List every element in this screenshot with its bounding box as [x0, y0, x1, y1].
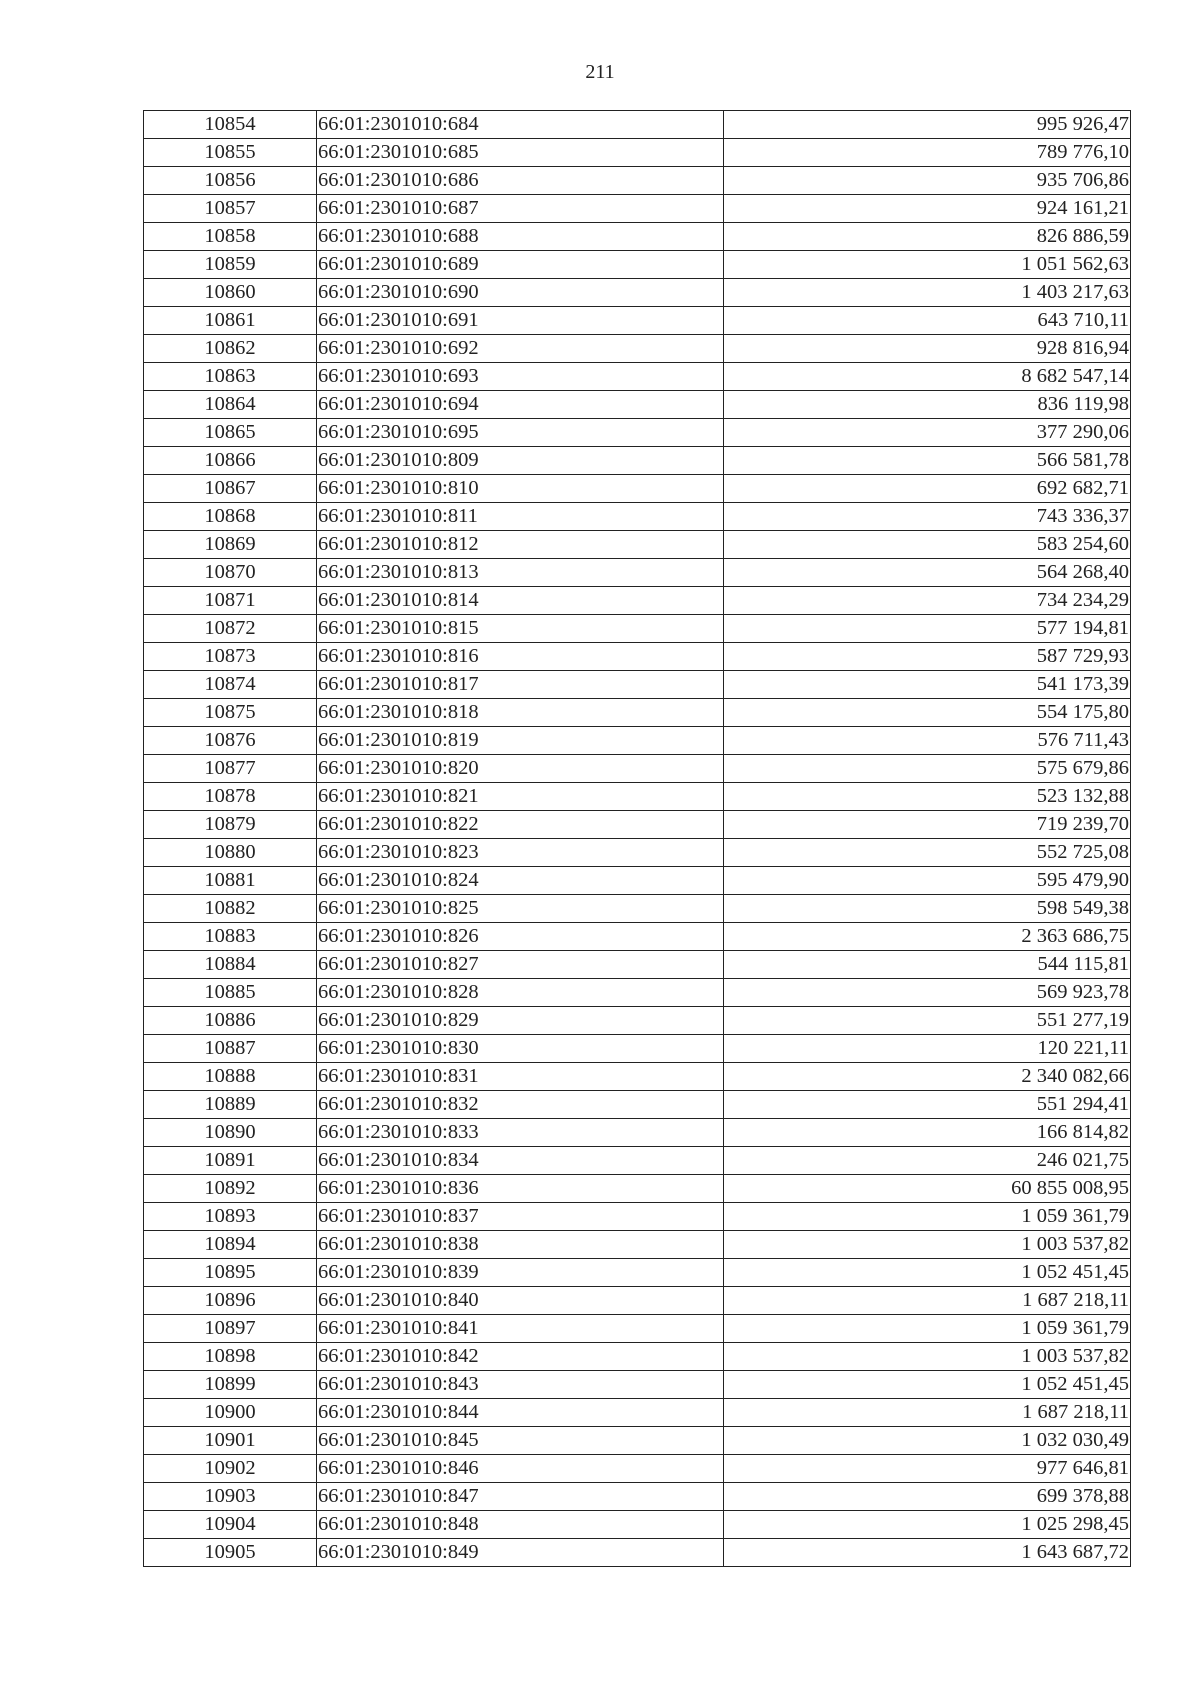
- row-number-cell: 10902: [144, 1455, 317, 1483]
- row-number-cell: 10883: [144, 923, 317, 951]
- table-row: [144, 447, 1131, 475]
- cadastral-number-cell: 66:01:2301010:833: [317, 1119, 724, 1147]
- value-cell: 541 173,39: [724, 671, 1131, 699]
- value-cell: 2 363 686,75: [724, 923, 1131, 951]
- registry-table-body: [144, 111, 1131, 1567]
- row-number-cell: 10887: [144, 1035, 317, 1063]
- table-row: [144, 895, 1131, 923]
- row-number-cell: 10899: [144, 1371, 317, 1399]
- cadastral-number-cell: 66:01:2301010:814: [317, 587, 724, 615]
- table-row: [144, 1427, 1131, 1455]
- row-number-cell: 10872: [144, 615, 317, 643]
- cadastral-number-cell: 66:01:2301010:816: [317, 643, 724, 671]
- value-cell: 1 003 537,82: [724, 1343, 1131, 1371]
- row-number-cell: 10875: [144, 699, 317, 727]
- cadastral-number-cell: 66:01:2301010:834: [317, 1147, 724, 1175]
- cadastral-number-cell: 66:01:2301010:812: [317, 531, 724, 559]
- cadastral-number-cell: 66:01:2301010:839: [317, 1259, 724, 1287]
- value-cell: 1 643 687,72: [724, 1539, 1131, 1567]
- value-cell: 246 021,75: [724, 1147, 1131, 1175]
- value-cell: 166 814,82: [724, 1119, 1131, 1147]
- registry-table: [143, 110, 1131, 1567]
- value-cell: 1 059 361,79: [724, 1315, 1131, 1343]
- row-number-cell: 10869: [144, 531, 317, 559]
- table-row: [144, 1483, 1131, 1511]
- row-number-cell: 10878: [144, 783, 317, 811]
- cadastral-number-cell: 66:01:2301010:686: [317, 167, 724, 195]
- cadastral-number-cell: 66:01:2301010:689: [317, 251, 724, 279]
- cadastral-number-cell: 66:01:2301010:822: [317, 811, 724, 839]
- cadastral-number-cell: 66:01:2301010:811: [317, 503, 724, 531]
- table-row: [144, 1035, 1131, 1063]
- value-cell: 1 003 537,82: [724, 1231, 1131, 1259]
- value-cell: 699 378,88: [724, 1483, 1131, 1511]
- row-number-cell: 10877: [144, 755, 317, 783]
- row-number-cell: 10884: [144, 951, 317, 979]
- row-number-cell: 10900: [144, 1399, 317, 1427]
- value-cell: 734 234,29: [724, 587, 1131, 615]
- table-row: [144, 307, 1131, 335]
- value-cell: 575 679,86: [724, 755, 1131, 783]
- table-row: [144, 1231, 1131, 1259]
- row-number-cell: 10856: [144, 167, 317, 195]
- cadastral-number-cell: 66:01:2301010:844: [317, 1399, 724, 1427]
- cadastral-number-cell: 66:01:2301010:692: [317, 335, 724, 363]
- table-row: [144, 111, 1131, 139]
- cadastral-number-cell: 66:01:2301010:842: [317, 1343, 724, 1371]
- value-cell: 1 032 030,49: [724, 1427, 1131, 1455]
- value-cell: 566 581,78: [724, 447, 1131, 475]
- table-row: [144, 1007, 1131, 1035]
- table-row: [144, 1259, 1131, 1287]
- value-cell: 1 051 562,63: [724, 251, 1131, 279]
- value-cell: 554 175,80: [724, 699, 1131, 727]
- table-row: [144, 1203, 1131, 1231]
- cadastral-number-cell: 66:01:2301010:821: [317, 783, 724, 811]
- cadastral-number-cell: 66:01:2301010:688: [317, 223, 724, 251]
- table-row: [144, 1371, 1131, 1399]
- table-row: [144, 1399, 1131, 1427]
- table-row: [144, 251, 1131, 279]
- cadastral-number-cell: 66:01:2301010:684: [317, 111, 724, 139]
- table-row: [144, 979, 1131, 1007]
- table-row: [144, 1511, 1131, 1539]
- row-number-cell: 10895: [144, 1259, 317, 1287]
- cadastral-number-cell: 66:01:2301010:849: [317, 1539, 724, 1567]
- value-cell: 577 194,81: [724, 615, 1131, 643]
- row-number-cell: 10863: [144, 363, 317, 391]
- row-number-cell: 10880: [144, 839, 317, 867]
- value-cell: 551 294,41: [724, 1091, 1131, 1119]
- cadastral-number-cell: 66:01:2301010:813: [317, 559, 724, 587]
- value-cell: 935 706,86: [724, 167, 1131, 195]
- table-row: [144, 1539, 1131, 1567]
- value-cell: 977 646,81: [724, 1455, 1131, 1483]
- row-number-cell: 10901: [144, 1427, 317, 1455]
- table-row: [144, 643, 1131, 671]
- cadastral-number-cell: 66:01:2301010:826: [317, 923, 724, 951]
- table-row: [144, 195, 1131, 223]
- table-row: [144, 531, 1131, 559]
- cadastral-number-cell: 66:01:2301010:848: [317, 1511, 724, 1539]
- cadastral-number-cell: 66:01:2301010:815: [317, 615, 724, 643]
- value-cell: 1 403 217,63: [724, 279, 1131, 307]
- row-number-cell: 10896: [144, 1287, 317, 1315]
- value-cell: 743 336,37: [724, 503, 1131, 531]
- cadastral-number-cell: 66:01:2301010:687: [317, 195, 724, 223]
- table-row: [144, 727, 1131, 755]
- table-row: [144, 923, 1131, 951]
- value-cell: 8 682 547,14: [724, 363, 1131, 391]
- value-cell: 523 132,88: [724, 783, 1131, 811]
- row-number-cell: 10855: [144, 139, 317, 167]
- cadastral-number-cell: 66:01:2301010:685: [317, 139, 724, 167]
- value-cell: 789 776,10: [724, 139, 1131, 167]
- cadastral-number-cell: 66:01:2301010:838: [317, 1231, 724, 1259]
- cadastral-number-cell: 66:01:2301010:829: [317, 1007, 724, 1035]
- table-row: [144, 587, 1131, 615]
- value-cell: 995 926,47: [724, 111, 1131, 139]
- cadastral-number-cell: 66:01:2301010:837: [317, 1203, 724, 1231]
- row-number-cell: 10861: [144, 307, 317, 335]
- value-cell: 598 549,38: [724, 895, 1131, 923]
- table-row: [144, 811, 1131, 839]
- cadastral-number-cell: 66:01:2301010:831: [317, 1063, 724, 1091]
- table-row: [144, 419, 1131, 447]
- row-number-cell: 10860: [144, 279, 317, 307]
- row-number-cell: 10868: [144, 503, 317, 531]
- row-number-cell: 10888: [144, 1063, 317, 1091]
- value-cell: 377 290,06: [724, 419, 1131, 447]
- value-cell: 587 729,93: [724, 643, 1131, 671]
- table-row: [144, 1091, 1131, 1119]
- table-row: [144, 391, 1131, 419]
- row-number-cell: 10864: [144, 391, 317, 419]
- cadastral-number-cell: 66:01:2301010:847: [317, 1483, 724, 1511]
- cadastral-number-cell: 66:01:2301010:817: [317, 671, 724, 699]
- row-number-cell: 10882: [144, 895, 317, 923]
- cadastral-number-cell: 66:01:2301010:819: [317, 727, 724, 755]
- table-row: [144, 839, 1131, 867]
- cadastral-number-cell: 66:01:2301010:843: [317, 1371, 724, 1399]
- cadastral-number-cell: 66:01:2301010:810: [317, 475, 724, 503]
- row-number-cell: 10859: [144, 251, 317, 279]
- row-number-cell: 10894: [144, 1231, 317, 1259]
- row-number-cell: 10876: [144, 727, 317, 755]
- row-number-cell: 10905: [144, 1539, 317, 1567]
- row-number-cell: 10873: [144, 643, 317, 671]
- table-row: [144, 1119, 1131, 1147]
- value-cell: 583 254,60: [724, 531, 1131, 559]
- table-row: [144, 559, 1131, 587]
- cadastral-number-cell: 66:01:2301010:828: [317, 979, 724, 1007]
- value-cell: 826 886,59: [724, 223, 1131, 251]
- row-number-cell: 10879: [144, 811, 317, 839]
- page-number: 211: [585, 61, 615, 83]
- cadastral-number-cell: 66:01:2301010:827: [317, 951, 724, 979]
- table-row: [144, 335, 1131, 363]
- table-row: [144, 1063, 1131, 1091]
- table-row: [144, 867, 1131, 895]
- value-cell: 551 277,19: [724, 1007, 1131, 1035]
- cadastral-number-cell: 66:01:2301010:694: [317, 391, 724, 419]
- table-row: [144, 1455, 1131, 1483]
- cadastral-number-cell: 66:01:2301010:845: [317, 1427, 724, 1455]
- table-row: [144, 1315, 1131, 1343]
- row-number-cell: 10858: [144, 223, 317, 251]
- cadastral-number-cell: 66:01:2301010:695: [317, 419, 724, 447]
- value-cell: 928 816,94: [724, 335, 1131, 363]
- cadastral-number-cell: 66:01:2301010:820: [317, 755, 724, 783]
- row-number-cell: 10889: [144, 1091, 317, 1119]
- value-cell: 60 855 008,95: [724, 1175, 1131, 1203]
- row-number-cell: 10854: [144, 111, 317, 139]
- row-number-cell: 10881: [144, 867, 317, 895]
- value-cell: 544 115,81: [724, 951, 1131, 979]
- value-cell: 924 161,21: [724, 195, 1131, 223]
- value-cell: 120 221,11: [724, 1035, 1131, 1063]
- row-number-cell: 10886: [144, 1007, 317, 1035]
- row-number-cell: 10890: [144, 1119, 317, 1147]
- table-row: [144, 1287, 1131, 1315]
- row-number-cell: 10866: [144, 447, 317, 475]
- table-row: [144, 1175, 1131, 1203]
- value-cell: 1 687 218,11: [724, 1287, 1131, 1315]
- value-cell: 576 711,43: [724, 727, 1131, 755]
- value-cell: 692 682,71: [724, 475, 1131, 503]
- table-row: [144, 699, 1131, 727]
- row-number-cell: 10870: [144, 559, 317, 587]
- cadastral-number-cell: 66:01:2301010:691: [317, 307, 724, 335]
- row-number-cell: 10891: [144, 1147, 317, 1175]
- registry-table-container: [143, 110, 1130, 1567]
- row-number-cell: 10898: [144, 1343, 317, 1371]
- table-row: [144, 279, 1131, 307]
- table-row: [144, 1147, 1131, 1175]
- table-row: [144, 363, 1131, 391]
- cadastral-number-cell: 66:01:2301010:809: [317, 447, 724, 475]
- row-number-cell: 10857: [144, 195, 317, 223]
- row-number-cell: 10865: [144, 419, 317, 447]
- table-row: [144, 755, 1131, 783]
- table-row: [144, 503, 1131, 531]
- row-number-cell: 10867: [144, 475, 317, 503]
- cadastral-number-cell: 66:01:2301010:830: [317, 1035, 724, 1063]
- table-row: [144, 671, 1131, 699]
- value-cell: 643 710,11: [724, 307, 1131, 335]
- table-row: [144, 1343, 1131, 1371]
- table-row: [144, 223, 1131, 251]
- row-number-cell: 10871: [144, 587, 317, 615]
- cadastral-number-cell: 66:01:2301010:693: [317, 363, 724, 391]
- row-number-cell: 10885: [144, 979, 317, 1007]
- value-cell: 552 725,08: [724, 839, 1131, 867]
- cadastral-number-cell: 66:01:2301010:846: [317, 1455, 724, 1483]
- row-number-cell: 10903: [144, 1483, 317, 1511]
- table-row: [144, 475, 1131, 503]
- table-row: [144, 783, 1131, 811]
- value-cell: 1 059 361,79: [724, 1203, 1131, 1231]
- value-cell: 719 239,70: [724, 811, 1131, 839]
- value-cell: 595 479,90: [724, 867, 1131, 895]
- value-cell: 1 052 451,45: [724, 1259, 1131, 1287]
- value-cell: 569 923,78: [724, 979, 1131, 1007]
- table-row: [144, 615, 1131, 643]
- cadastral-number-cell: 66:01:2301010:840: [317, 1287, 724, 1315]
- cadastral-number-cell: 66:01:2301010:841: [317, 1315, 724, 1343]
- cadastral-number-cell: 66:01:2301010:836: [317, 1175, 724, 1203]
- table-row: [144, 951, 1131, 979]
- row-number-cell: 10874: [144, 671, 317, 699]
- cadastral-number-cell: 66:01:2301010:824: [317, 867, 724, 895]
- table-row: [144, 167, 1131, 195]
- row-number-cell: 10862: [144, 335, 317, 363]
- table-row: [144, 139, 1131, 167]
- row-number-cell: 10904: [144, 1511, 317, 1539]
- value-cell: 2 340 082,66: [724, 1063, 1131, 1091]
- cadastral-number-cell: 66:01:2301010:818: [317, 699, 724, 727]
- cadastral-number-cell: 66:01:2301010:825: [317, 895, 724, 923]
- cadastral-number-cell: 66:01:2301010:832: [317, 1091, 724, 1119]
- row-number-cell: 10893: [144, 1203, 317, 1231]
- row-number-cell: 10897: [144, 1315, 317, 1343]
- value-cell: 564 268,40: [724, 559, 1131, 587]
- value-cell: 1 052 451,45: [724, 1371, 1131, 1399]
- value-cell: 836 119,98: [724, 391, 1131, 419]
- value-cell: 1 687 218,11: [724, 1399, 1131, 1427]
- cadastral-number-cell: 66:01:2301010:823: [317, 839, 724, 867]
- cadastral-number-cell: 66:01:2301010:690: [317, 279, 724, 307]
- value-cell: 1 025 298,45: [724, 1511, 1131, 1539]
- row-number-cell: 10892: [144, 1175, 317, 1203]
